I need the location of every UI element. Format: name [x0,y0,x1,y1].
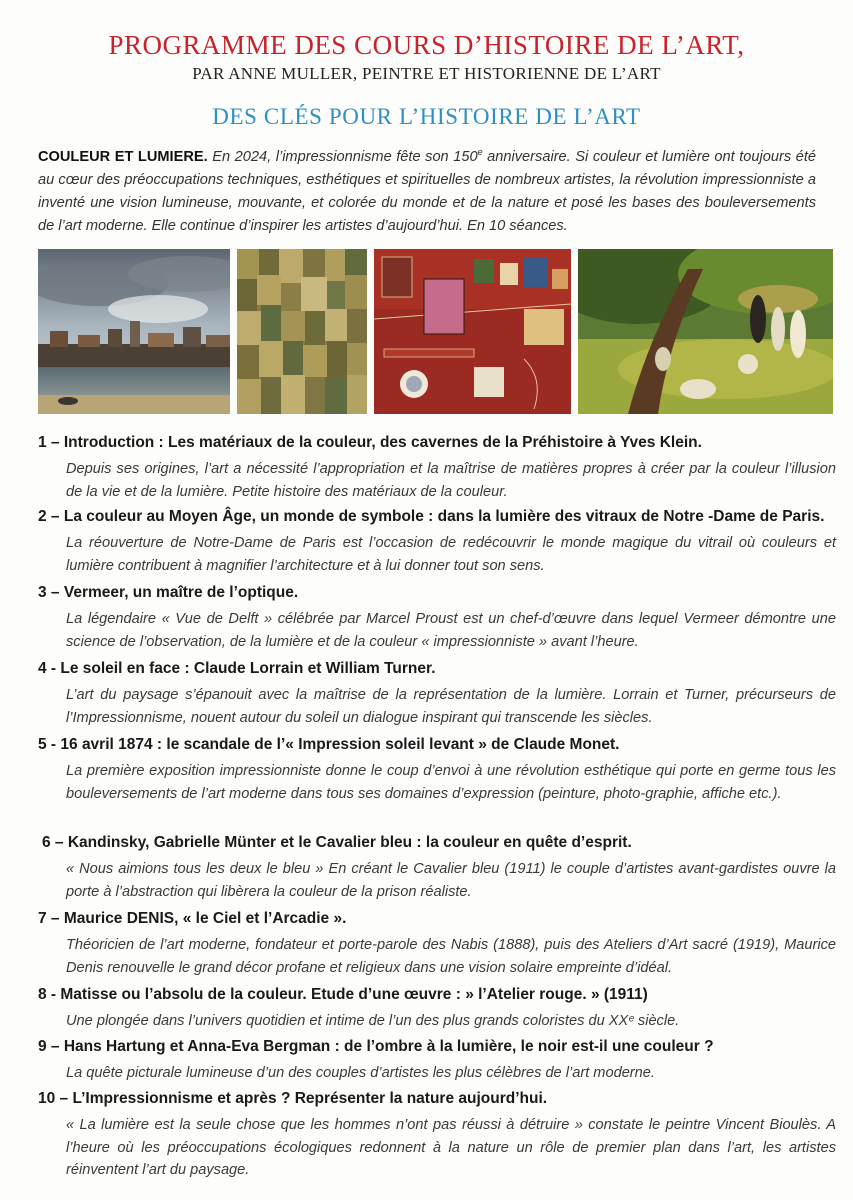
course-description: L’art du paysage s’épanouit avec la maîtrise de la représentation de la lumière. Lorrain et Turner, précurseurs de l’Impressionnisme, nouent autour du soleil un dialogue inspirant qui transcende les siècles. [66,687,836,726]
maurice-denis-garden-painting [578,249,833,414]
course-title: 5 - 16 avril 1874 : le scandale de l’« Impression soleil levant » de Claude Monet. [38,736,620,753]
section-heading: DES CLÉS POUR L’HISTOIRE DE L’ART [212,104,641,129]
mosaic-gold-painting [237,249,367,414]
course-title: 7 – Maurice DENIS, « le Ciel et l’Arcadie ». [38,910,347,927]
course-title: 1 – Introduction : Les matériaux de la couleur, des cavernes de la Préhistoire à Yves Klein. [38,434,702,451]
course-description: Une plongée dans l’univers quotidien et intime de l’un des plus grands coloristes du XXᵉ siècle. [66,1013,680,1029]
course-title: 4 - Le soleil en face : Claude Lorrain et William Turner. [38,660,436,677]
atelier-rouge-painting [374,249,571,414]
course-title: 8 - Matisse ou l’absolu de la couleur. Etude d’une œuvre : » l’Atelier rouge. » (1911) [38,986,648,1003]
course-description: Depuis ses origines, l’art a nécessité l’appropriation et la maîtrise de matières propres à créer par la couleur l’illusion de la vie et de la lumière. Petite histoire des matériaux de la couleur. [66,461,836,500]
course-description: Théoricien de l’art moderne, fondateur et porte-parole des Nabis (1888), puis des Ateliers d’Art sacré (1919), Maurice Denis renouvelle le grand décor profane et religieux dans une vision solaire empreinte d’idéal. [66,937,836,976]
intro-text-b: anniversaire. Si couleur et lumière ont toujours été au cœur des préoccupations techniques, esthétiques et spirituelles de nombreux artistes, la révolution impressionniste a inventé une vision lumineuse, mouvante, et colorée du monde et de la nature et posé les bases des bouleversements de l’art moderne. Elle continue d’inspirer les artistes d’aujourd’hui. En 10 séances. [38,149,816,234]
course-title: 3 – Vermeer, un maître de l’optique. [38,584,299,601]
course-description: La réouverture de Notre-Dame de Paris est l’occasion de redécouvrir le monde magique du vitrail où couleurs et lumière contribuent à magnifier l’architecture et à lui donner tout son sens. [66,535,836,574]
course-description: La première exposition impressionniste donne le coup d’envoi à une révolution esthétique qui porte en germe tous les bouleversements de l’art moderne dans tous ses domaines d’expression (peinture, photo-graphie, affiche etc.). [66,763,836,802]
page-title: PROGRAMME DES COURS D’HISTOIRE DE L’ART, [108,30,745,60]
intro-paragraph [38,146,816,238]
intro-lead: COULEUR ET LUMIERE. [38,149,208,165]
page-subtitle: PAR ANNE MULLER, PEINTRE ET HISTORIENNE DE L’ART [192,64,661,83]
vue-de-delft-painting [38,249,230,414]
intro-text-a: En 2024, l’impressionnisme fête son 150 [207,149,478,165]
intro-sup: e [477,147,483,158]
course-title: 6 – Kandinsky, Gabrielle Münter et le Cavalier bleu : la couleur en quête d’esprit. [42,834,632,851]
course-title: 2 – La couleur au Moyen Âge, un monde de symbole : dans la lumière des vitraux de Notre -Dame de Paris. [38,508,825,525]
course-description: « Nous aimions tous les deux le bleu » En créant le Cavalier bleu (1911) le couple d’artistes avant-gardistes ouvre la porte à l’abstraction qui libèrera la couleur de la prison réaliste. [66,861,836,900]
course-title: 9 – Hans Hartung et Anna-Eva Bergman : de l’ombre à la lumière, le noir est-il une couleur ? [38,1038,714,1055]
course-description: « La lumière est la seule chose que les hommes n’ont pas réussi à détruire » constate le peintre Vincent Bioulès. A l’heure où les préoccupations écologiques redonnent à la nature un rôle de premier plan dans l’art, les artistes réinventent l’art du paysage. [66,1117,836,1178]
course-title: 10 – L’Impressionnisme et après ? Représenter la nature aujourd’hui. [38,1090,548,1107]
course-description: La quête picturale lumineuse d’un des couples d’artistes les plus célèbres de l’art moderne. [66,1065,655,1081]
course-description: La légendaire « Vue de Delft » célébrée par Marcel Proust est un chef-d’œuvre dans lequel Vermeer démontre une science de l’observation, de la lumière et de la couleur « impressionniste » avant l’heure. [66,611,836,650]
